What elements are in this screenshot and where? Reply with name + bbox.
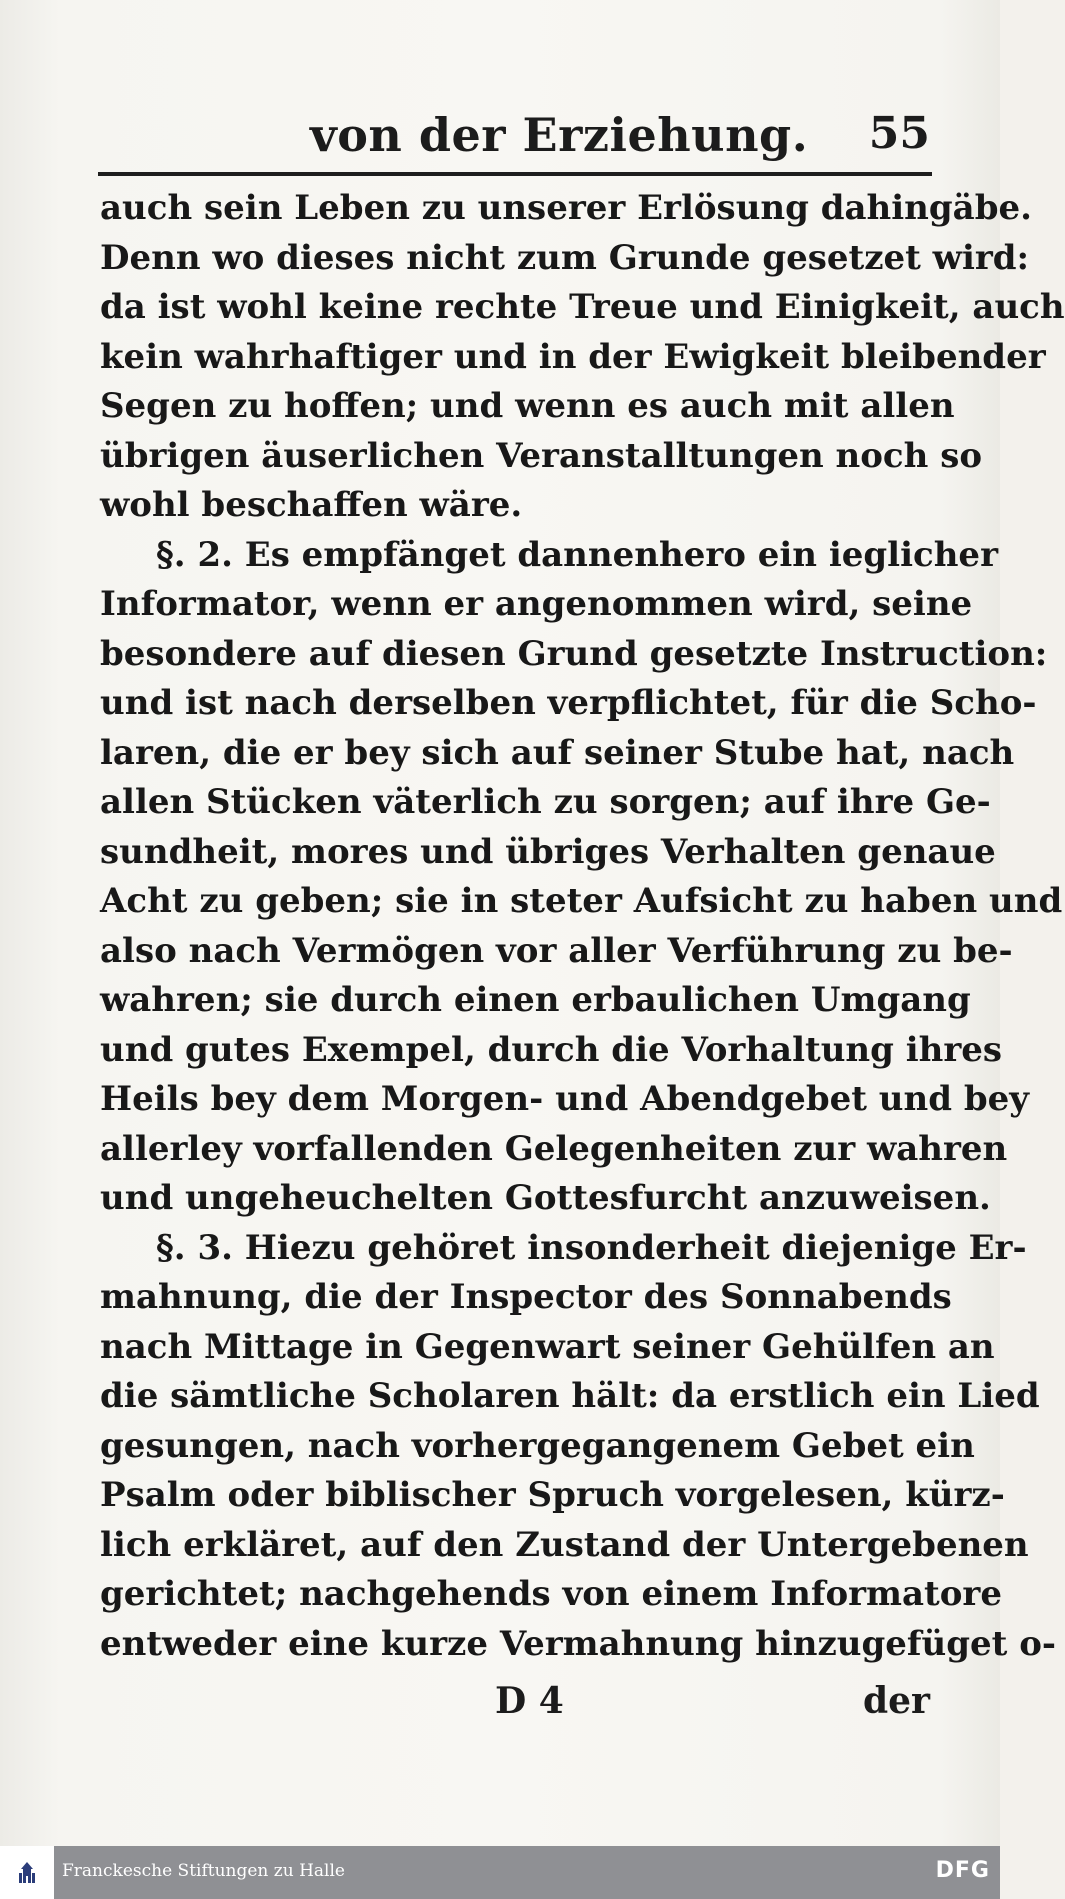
body-text [100,184,1065,1669]
text-line: da ist wohl keine rechte Treue und Einigkeit, auch [100,287,1065,327]
text-line: gesungen, nach vorhergegangenem Gebet ein [100,1425,975,1466]
text-line: also nach Vermögen vor aller Verführung zu be- [100,930,1013,971]
orphanage-building-icon [17,1861,37,1885]
text-line: laren, die er bey sich auf seiner Stube hat, nach [100,732,1015,773]
text-line: und ungeheuchelten Gottesfurcht anzuweisen. [100,1178,991,1218]
text-line: Heils bey dem Morgen- und Abendgebet und bey [100,1079,1029,1119]
text-line: besondere auf diesen Grund gesetzte Instruction: [100,633,1048,674]
page-number: 55 [868,108,930,159]
viewer-footer [0,1846,1000,1899]
signature-mark: D 4 [495,1680,564,1722]
text-line: Denn wo dieses nicht zum Grunde gesetzet wird: [100,237,1030,278]
signature-line [100,1680,930,1740]
text-line: lich erkläret, auf den Zustand der Untergebenen [100,1524,1029,1565]
text-line: gerichtet; nachgehends von einem Informatore [100,1574,1002,1614]
text-line: kein wahrhaftiger und in der Ewigkeit bleibender [100,336,1046,377]
dfg-logo[interactable]: DFG [935,1858,990,1883]
text-line: Acht zu geben; sie in steter Aufsicht zu haben und [100,881,1063,921]
institution-name[interactable]: Franckesche Stiftungen zu Halle [62,1861,345,1881]
text-line: wahren; sie durch einen erbaulichen Umgang [100,980,971,1020]
text-line: auch sein Leben zu unserer Erlösung dahingäbe. [100,188,1032,228]
text-line: wohl beschaffen wäre. [100,485,523,525]
header-rule [98,172,932,176]
catchword: der [862,1680,930,1722]
text-line: §. 2. Es empfänget dannenhero ein ieglicher [156,534,998,575]
text-line: sundheit, mores und übriges Verhalten genaue [100,831,996,872]
text-line: entweder eine kurze Vermahnung hinzugefüget o- [100,1623,1056,1664]
text-line: die sämtliche Scholaren hält: da erstlich ein Lied [100,1376,1040,1416]
text-line: und gutes Exempel, durch die Vorhaltung ihres [100,1029,1003,1070]
text-line: und ist nach derselben verpflichtet, für die Scho- [100,683,1037,723]
text-line: Psalm oder biblischer Spruch vorgelesen, kürz- [100,1475,1005,1515]
text-line: übrigen äuserlichen Veranstalltungen noch so [100,435,983,476]
text-line: mahnung, die der Inspector des Sonnabends [100,1277,952,1317]
page-header [100,108,930,168]
text-line: nach Mittage in Gegenwart seiner Gehülfen an [100,1326,995,1367]
institution-logo[interactable] [0,1846,54,1899]
text-line: allen Stücken väterlich zu sorgen; auf ihre Ge- [100,782,991,822]
running-head: von der Erziehung. [310,108,809,162]
text-line: §. 3. Hiezu gehöret insonderheit diejenige Er- [156,1227,1027,1268]
text-line: allerley vorfallenden Gelegenheiten zur wahren [100,1128,1008,1169]
text-line: Segen zu hoffen; und wenn es auch mit allen [100,386,955,426]
text-line: Informator, wenn er angenommen wird, seine [100,584,973,624]
